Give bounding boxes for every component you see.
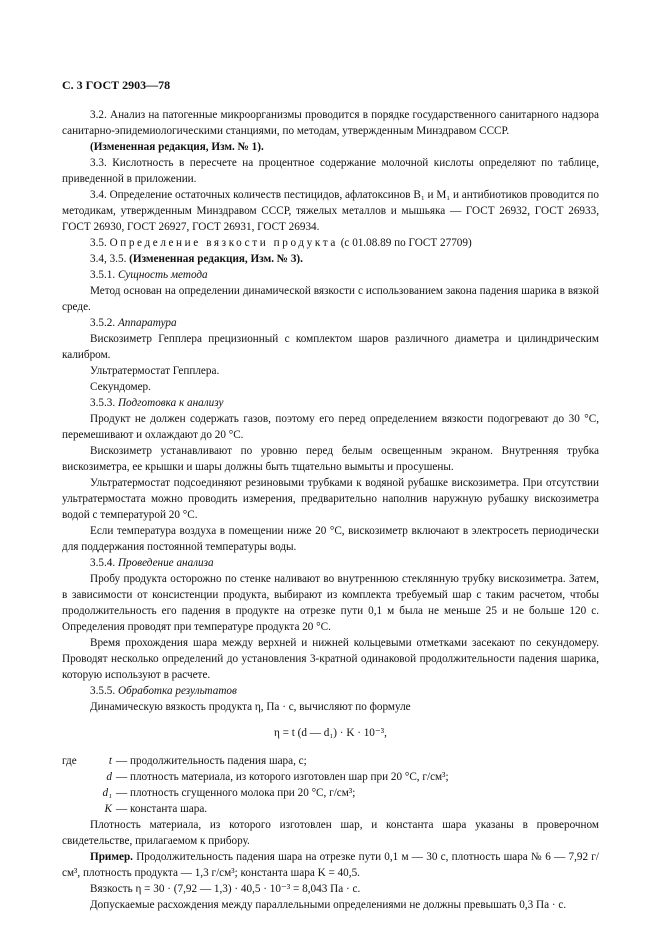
subsection-number: 3.5.5. (90, 685, 116, 697)
definition-lead (62, 801, 90, 817)
paragraph-3-2: 3.2. Анализ на патогенные микроорганизмы проводится в порядке государственного санитарного надзора санитарно-эпидемиологическими станциями, по методам, утвержденным Минздравом СССР. (62, 109, 599, 137)
subsection-title: Сущность метода (117, 269, 208, 281)
amendment-note-1: (Измененная редакция, Изм. № 1). (90, 141, 264, 153)
amendment-text: (Измененная редакция, Изм. № 3). (129, 253, 303, 265)
section-3-5-heading (62, 235, 599, 251)
tolerance-paragraph: Допускаемые расхождения между параллельными определениями не должны превышать 0,3 Па · с. (90, 899, 567, 911)
example-paragraph (62, 849, 599, 881)
subsection-number: 3.5.2. (90, 317, 116, 329)
subsection-title: Подготовка к анализу (117, 397, 224, 409)
definition-row (62, 769, 599, 785)
subsection-3-5-1 (62, 267, 599, 283)
definition-symbol: d₁ (102, 787, 112, 799)
preparation-paragraph-2: Вискозиметр устанавливают по уровню перед белым освещенным экраном. Внутренняя трубка вискозиметра, ее крышки и шары должны быть тщательно вымыты и просушены. (62, 445, 599, 473)
definition-text: — плотность материала, из которого изготовлен шар при 20 °С, г/см³; (116, 771, 449, 783)
subsection-3-5-3 (62, 395, 599, 411)
preparation-paragraph-3: Ультратермостат подсоединяют резиновыми трубками к водяной рубашке вискозиметра. При отсутствии ультратермостата можно проводить измерения, предварительно наполнив наружную рубашку вискозиметра водой с температурой 20 °С. (62, 477, 599, 521)
definition-text: — плотность сгущенного молока при 20 °С, г/см³; (116, 787, 356, 799)
subsection-number: 3.5.4. (90, 557, 116, 569)
formula-intro: Динамическую вязкость продукта η, Па · с, вычисляют по формуле (90, 701, 411, 713)
definition-lead (62, 785, 90, 801)
subsection-title: Проведение анализа (117, 557, 214, 569)
amendment-note-3 (62, 251, 599, 267)
analysis-paragraph-2: Время прохождения шара между верхней и нижней кольцевыми отметками засекают по секундомеру. Проводят несколько определений до установления 3-кратной одинаковой продолжительности падения шарика, которую используют в расчете. (62, 637, 599, 681)
subsection-title: Обработка результатов (117, 685, 237, 697)
subsection-3-5-5 (62, 683, 599, 699)
subsection-number: 3.5.3. (90, 397, 116, 409)
example-label: Пример. (90, 851, 133, 863)
definition-row (62, 785, 599, 801)
page-header: С. 3 ГОСТ 2903—78 (62, 78, 171, 92)
section-title: Определение вязкости продукта (109, 237, 338, 249)
method-description: Метод основан на определении динамической вязкости с использованием закона падения шарика в вязкой среде. (62, 285, 599, 313)
example-result: Вязкость η = 30 · (7,92 — 1,3) · 40,5 · 10⁻³ = 8,043 Па · с. (90, 883, 361, 895)
definition-row (62, 801, 599, 817)
paragraph-3-3: 3.3. Кислотность в пересчете на процентное содержание молочной кислоты определяют по таблице, приведенной в приложении. (62, 157, 599, 185)
viscosity-formula: η = t (d — d₁) · K · 10⁻³, (274, 727, 387, 739)
subsection-number: 3.5.1. (90, 269, 116, 281)
definition-lead (62, 769, 90, 785)
equipment-viscometer: Вискозиметр Гепплера прецизионный с комплектом шаров различного диаметра и цилиндрическим калибром. (62, 333, 599, 361)
preparation-paragraph-4: Если температура воздуха в помещении ниже 20 °С, вискозиметр включают в электросеть периодически для поддержания постоянной температуры воды. (62, 525, 599, 553)
definition-symbol: d (106, 771, 112, 783)
subsection-3-5-2 (62, 315, 599, 331)
analysis-paragraph-1: Пробу продукта осторожно по стенке наливают во внутреннюю стеклянную трубку вискозиметра. Затем, в зависимости от консистенции продукта, выбирают из комплекта требуемый шар с таким расчетом, чтобы продолжительность его падения в продукте на отрезке пути 0,1 м была не меньше 25 и не больше 120 с. Определения проводят при температуре продукта 20 °С. (62, 573, 599, 633)
paragraph-3-4: 3.4. Определение остаточных количеств пестицидов, афлатоксинов B₁ и M₁ и антибиотиков проводится по методикам, утвержденным Минздравом СССР, тяжелых металлов и мышьяка — ГОСТ 26932, ГОСТ 26933, ГОСТ 26930, ГОСТ 26927, ГОСТ 26931, ГОСТ 26934. (62, 189, 599, 233)
amended-sections: 3.4, 3.5. (90, 253, 127, 265)
definition-symbol: t (108, 755, 112, 767)
definition-text: — продолжительность падения шара, с; (116, 755, 307, 767)
definition-symbol: K (104, 803, 112, 815)
subsection-3-5-4 (62, 555, 599, 571)
section-number: 3.5. (90, 237, 107, 249)
equipment-stopwatch: Секундомер. (90, 381, 151, 393)
subsection-title: Аппаратура (117, 317, 177, 329)
formula-definitions (62, 753, 599, 817)
document-body (62, 107, 599, 913)
definition-row (62, 753, 599, 769)
section-note: (с 01.08.89 по ГОСТ 27709) (340, 237, 472, 249)
equipment-thermostat: Ультратермостат Гепплера. (90, 365, 220, 377)
definition-text: — константа шара. (116, 803, 208, 815)
calibration-note: Плотность материала, из которого изготовлен шар, и константа шара указаны в проверочном свидетельстве, прилагаемом к прибору. (62, 819, 599, 847)
preparation-paragraph-1: Продукт не должен содержать газов, поэтому его перед определением вязкости подогревают до 30 °С, перемешивают и охлаждают до 20 °С. (62, 413, 599, 441)
example-text: Продолжительность падения шара на отрезке пути 0,1 м — 30 с, плотность шара № 6 — 7,92 г/см³, плотность продукта — 1,3 г/см³; константа шара K = 40,5. (62, 851, 599, 879)
definition-lead: где (62, 755, 77, 767)
